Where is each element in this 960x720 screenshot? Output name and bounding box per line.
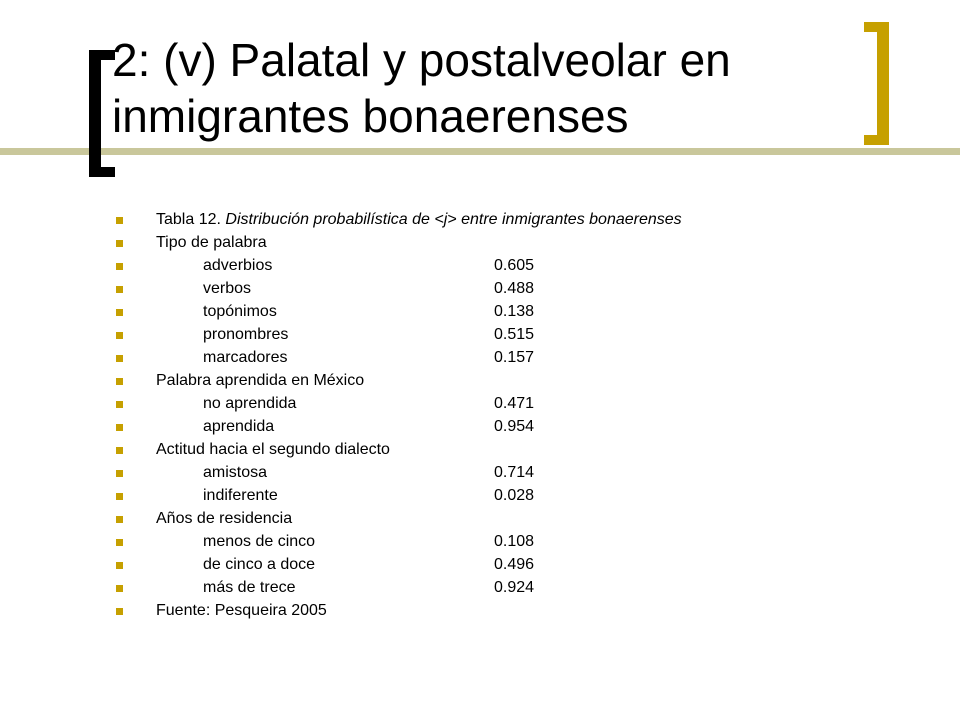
bullet-icon <box>116 447 123 454</box>
row-value: 0.605 <box>494 257 535 274</box>
source-note: Fuente: Pesqueira 2005 <box>156 602 327 619</box>
bullet-icon <box>116 332 123 339</box>
row-value: 0.028 <box>494 487 535 504</box>
bullet-icon <box>116 608 123 615</box>
caption-italic: Distribución probabilística de <j> <box>225 211 462 228</box>
group-heading-label: Palabra aprendida en México <box>156 372 365 389</box>
bullet-icon <box>116 309 123 316</box>
bullet-icon <box>116 585 123 592</box>
bullet-icon <box>116 355 123 362</box>
bullet-icon <box>116 539 123 546</box>
caption-suffix: entre inmigrantes bonaerenses <box>461 211 682 228</box>
row-value: 0.138 <box>494 303 535 320</box>
group-heading-label: Actitud hacia el segundo dialecto <box>156 441 390 458</box>
right-bracket-decoration <box>877 22 889 145</box>
row-value: 0.714 <box>494 464 535 481</box>
group-heading-label: Años de residencia <box>156 510 293 527</box>
row-label: menos de cinco <box>203 533 316 550</box>
caption-prefix: Tabla 12. <box>156 211 226 228</box>
row-label: verbos <box>203 280 252 297</box>
row-label: no aprendida <box>203 395 297 412</box>
row-value: 0.954 <box>494 418 535 435</box>
row-label: indiferente <box>203 487 278 504</box>
row-value: 0.108 <box>494 533 535 550</box>
row-label: de cinco a doce <box>203 556 316 573</box>
group-heading-label: Tipo de palabra <box>156 234 267 251</box>
slide-title: 2: (v) Palatal y postalveolar en inmigrantes bonaerenses <box>112 34 731 142</box>
bullet-icon <box>116 263 123 270</box>
row-label: topónimos <box>203 303 277 320</box>
bullet-icon <box>116 217 123 224</box>
left-bracket-bottom <box>89 167 115 177</box>
bullet-icon <box>116 401 123 408</box>
row-label: pronombres <box>203 326 289 343</box>
row-value: 0.924 <box>494 579 535 596</box>
bullet-icon <box>116 424 123 431</box>
row-value: 0.488 <box>494 280 535 297</box>
bullet-icon <box>116 240 123 247</box>
bullet-icon <box>116 378 123 385</box>
right-bracket-top <box>864 22 889 32</box>
row-label: más de trece <box>203 579 296 596</box>
bullet-icon <box>116 286 123 293</box>
bullet-icon <box>116 493 123 500</box>
bullet-icon <box>116 516 123 523</box>
title-rule <box>0 148 960 155</box>
table-caption <box>156 208 682 231</box>
row-value: 0.157 <box>494 349 535 366</box>
row-value: 0.471 <box>494 395 535 412</box>
row-value: 0.515 <box>494 326 535 343</box>
bullet-icon <box>116 470 123 477</box>
bullet-icon <box>116 562 123 569</box>
row-label: marcadores <box>203 349 288 366</box>
left-bracket-decoration <box>89 50 101 177</box>
row-label: aprendida <box>203 418 275 435</box>
row-value: 0.496 <box>494 556 535 573</box>
row-label: adverbios <box>203 257 273 274</box>
row-label: amistosa <box>203 464 268 481</box>
